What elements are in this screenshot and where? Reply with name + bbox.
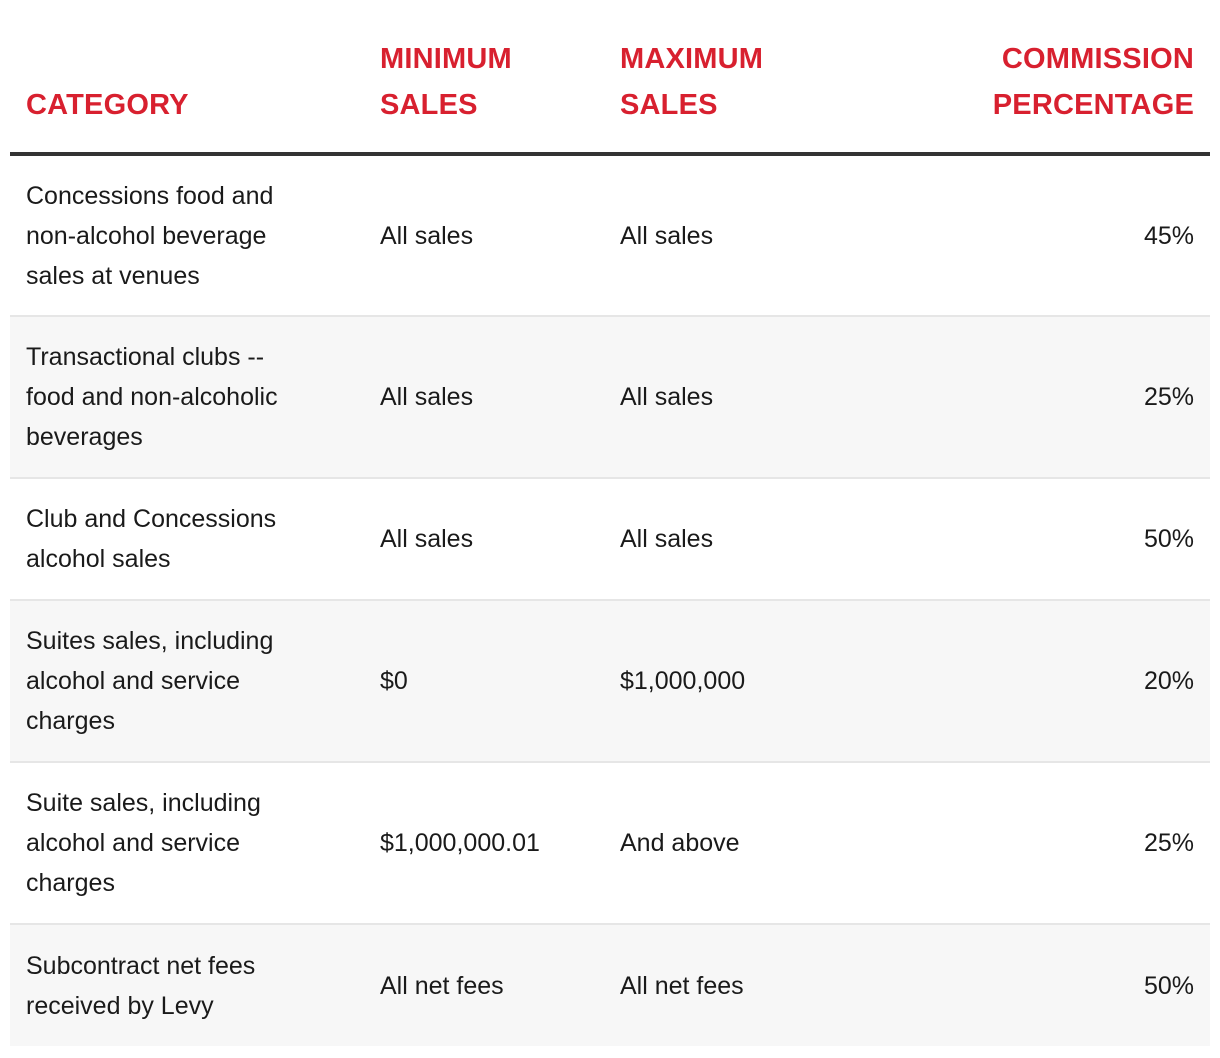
commission-table-container: [10, 0, 1210, 1046]
category-cell: [10, 316, 364, 478]
commission-cell: 25%: [844, 316, 1210, 478]
maximum-sales-cell: All sales: [604, 316, 844, 478]
category-line: alcohol sales: [26, 545, 171, 573]
commission-cell: 50%: [844, 924, 1210, 1046]
category-line: alcohol and service: [26, 667, 241, 695]
minimum-sales-cell: $1,000,000.01: [364, 762, 604, 924]
category-line: Concessions food and: [26, 181, 274, 210]
header-commission-line-2: PERCENTAGE: [992, 89, 1194, 121]
category-line: non-alcohol beverage: [26, 221, 267, 250]
header-maximum-line-1: MAXIMUM: [620, 43, 764, 75]
header-category-label: CATEGORY: [26, 89, 189, 121]
table-row: [10, 600, 1210, 762]
header-minimum-sales: [364, 0, 604, 154]
minimum-sales-cell: All net fees: [364, 924, 604, 1046]
category-cell: [10, 600, 364, 762]
header-minimum-line-1: MINIMUM: [380, 43, 512, 75]
header-commission-line-1: COMMISSION: [1001, 43, 1194, 75]
category-line: Suite sales, including: [26, 789, 261, 817]
header-minimum-line-2: SALES: [380, 89, 478, 121]
table-row: [10, 924, 1210, 1046]
table-body: [10, 154, 1210, 1046]
header-row: [10, 0, 1210, 154]
header-maximum-sales: [604, 0, 844, 154]
commission-cell: 25%: [844, 762, 1210, 924]
minimum-sales-cell: All sales: [364, 478, 604, 600]
table-row: [10, 762, 1210, 924]
category-line: alcohol and service: [26, 829, 241, 857]
minimum-sales-cell: All sales: [364, 316, 604, 478]
table-row: [10, 478, 1210, 600]
table-row: [10, 154, 1210, 316]
maximum-sales-cell: All sales: [604, 478, 844, 600]
minimum-sales-cell: $0: [364, 600, 604, 762]
maximum-sales-cell: All sales: [604, 154, 844, 316]
header-maximum-line-2: SALES: [620, 89, 718, 121]
minimum-sales-cell: All sales: [364, 154, 604, 316]
category-line: charges: [26, 707, 115, 735]
category-line: food and non-alcoholic: [26, 383, 278, 411]
category-line: Transactional clubs --: [26, 343, 265, 371]
header-category: [10, 0, 364, 154]
category-line: Subcontract net fees: [26, 951, 256, 980]
commission-cell: 50%: [844, 478, 1210, 600]
header-commission-percentage: [844, 0, 1210, 154]
table-header: [10, 0, 1210, 154]
maximum-sales-cell: And above: [604, 762, 844, 924]
category-cell: [10, 924, 364, 1046]
category-line: beverages: [26, 423, 143, 451]
commission-cell: 20%: [844, 600, 1210, 762]
category-line: Club and Concessions: [26, 505, 277, 533]
category-cell: [10, 478, 364, 600]
commission-cell: 45%: [844, 154, 1210, 316]
category-line: received by Levy: [26, 991, 214, 1020]
category-line: charges: [26, 869, 115, 897]
table-row: [10, 316, 1210, 478]
commission-table: [10, 0, 1210, 1046]
category-cell: [10, 154, 364, 316]
category-line: sales at venues: [26, 261, 200, 290]
category-cell: [10, 762, 364, 924]
maximum-sales-cell: $1,000,000: [604, 600, 844, 762]
category-line: Suites sales, including: [26, 627, 274, 655]
maximum-sales-cell: All net fees: [604, 924, 844, 1046]
